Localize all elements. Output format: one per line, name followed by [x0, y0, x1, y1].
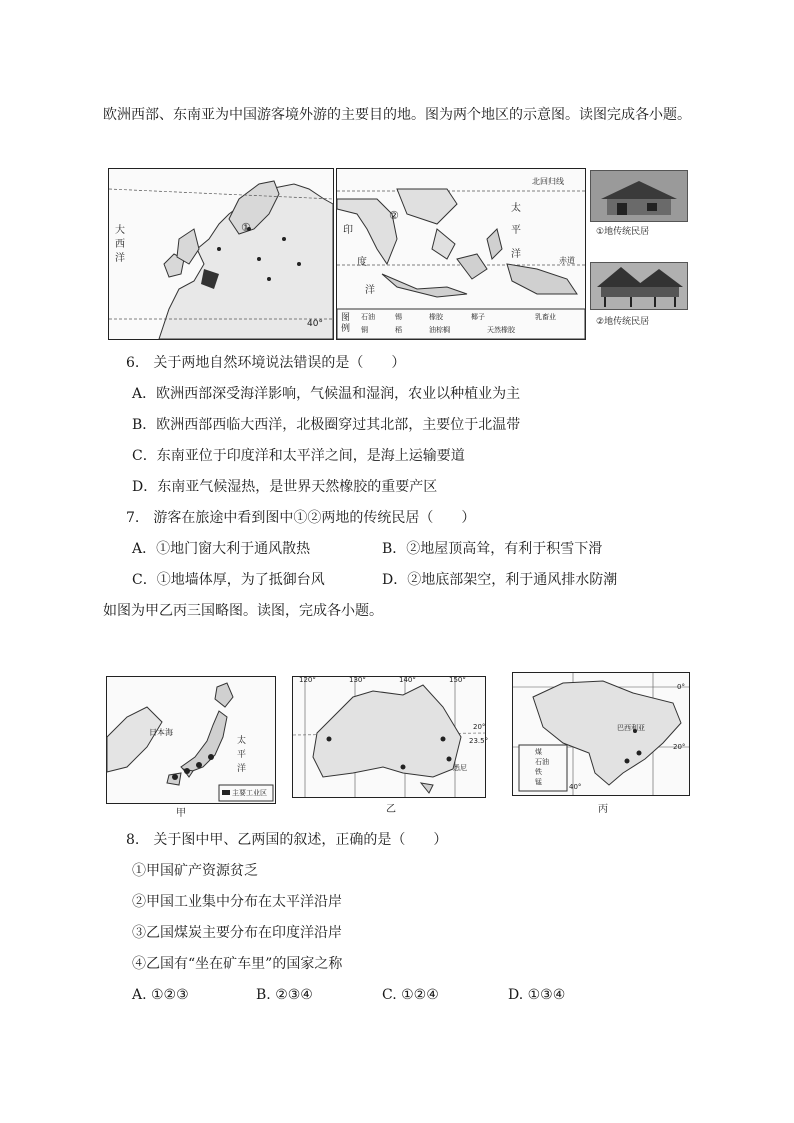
- bing-lat-1: 0°: [677, 683, 685, 691]
- indian-ocean-char-2: 度: [357, 257, 367, 268]
- house-caption-2: ②地传统民居: [596, 317, 650, 327]
- jia-legend-label: 主要工业区: [232, 789, 267, 797]
- yi-lat-1: 20°: [473, 723, 486, 731]
- q6-option-b: B．欧洲西部西临大西洋，北极圈穿过其北部，主要位于北温带: [132, 417, 521, 433]
- q7-option-d: D．②地底部架空，利于通风排水防潮: [382, 572, 618, 588]
- indian-ocean-char-1: 印: [343, 225, 353, 236]
- legend-item-7: 稻: [395, 326, 402, 334]
- legend-item-4: 椰子: [471, 313, 485, 321]
- europe-map: [108, 168, 334, 340]
- q8-option-c: C. ①②④: [382, 987, 439, 1003]
- bing-country-label: 巴西利亚: [617, 724, 645, 732]
- legend-item-9: 天然橡胶: [487, 326, 515, 334]
- jia-label: 甲: [176, 808, 186, 819]
- legend-item-8: 油棕榈: [429, 326, 450, 334]
- q8-option-a: A. ①②③: [132, 987, 189, 1003]
- tropic-label: 北回归线: [532, 177, 564, 186]
- q8-statement-4: ④乙国有“坐在矿车里”的国家之称: [132, 956, 343, 972]
- southeast-asia-map: [336, 168, 586, 340]
- jia-ocean-char-3: 洋: [237, 764, 247, 774]
- sea-marker: ②: [389, 209, 399, 222]
- jia-ocean-char-2: 平: [237, 750, 247, 760]
- australia-map: [292, 676, 489, 798]
- q8-statement-2: ②甲国工业集中分布在太平洋沿岸: [132, 894, 342, 910]
- house-caption-1: ①地传统民居: [596, 227, 650, 237]
- indian-ocean-char-3: 洋: [365, 285, 375, 296]
- legend-item-3: 橡胶: [429, 313, 443, 321]
- q8-stem: 8. 关于图中甲、乙两国的叙述，正确的是（ ）: [126, 832, 448, 848]
- q8-option-b: B. ②③④: [256, 987, 313, 1003]
- q7-option-b: B．②地屋顶高耸，有利于积雪下滑: [382, 541, 603, 557]
- bing-legend-2: 石油: [535, 758, 549, 766]
- q6-stem: 6. 关于两地自然环境说法错误的是（ ）: [126, 355, 406, 371]
- jia-ocean-char-1: 太: [237, 736, 247, 746]
- bing-legend-3: 铁: [535, 768, 542, 776]
- yi-lon-1: 120°: [299, 676, 316, 684]
- house-photo-1: [590, 170, 688, 222]
- pacific-ocean-char-2: 平: [511, 225, 521, 236]
- q7-option-a: A．①地门窗大利于通风散热: [132, 541, 311, 557]
- yi-lon-3: 140°: [399, 676, 416, 684]
- equator-label: 赤道: [559, 256, 575, 265]
- q8-statement-1: ①甲国矿产资源贫乏: [132, 863, 258, 879]
- europe-ocean-char-3: 洋: [115, 253, 125, 264]
- europe-marker: ①: [241, 221, 251, 234]
- yi-lat-2: 23.5°: [469, 737, 489, 745]
- jia-sea-label: 日本海: [149, 728, 173, 737]
- q7-stem: 7. 游客在旅途中看到图中①②两地的传统民居（ ）: [126, 510, 476, 526]
- legend-item-6: 铜: [361, 326, 368, 334]
- yi-lon-4: 150°: [449, 676, 466, 684]
- legend-item-2: 锡: [395, 313, 402, 321]
- q8-statement-3: ③乙国煤炭主要分布在印度洋沿岸: [132, 925, 342, 941]
- legend-item-1: 石油: [361, 313, 375, 321]
- bing-lat-2: 20°: [673, 743, 686, 751]
- europe-ocean-char-2: 西: [115, 239, 125, 250]
- bing-lon: 40°: [569, 783, 582, 791]
- pacific-ocean-char-3: 洋: [511, 249, 521, 260]
- intro-text-2: 如图为甲乙丙三国略图。读图，完成各小题。: [103, 603, 383, 619]
- q6-option-a: A．欧洲西部深受海洋影响，气候温和湿润，农业以种植业为主: [132, 386, 521, 402]
- q8-option-d: D. ①③④: [508, 987, 566, 1003]
- europe-ocean-char-1: 大: [115, 225, 125, 236]
- intro-text-1: 欧洲西部、东南亚为中国游客境外游的主要目的地。图为两个地区的示意图。读图完成各小题。: [103, 107, 691, 123]
- europe-lat-label: 40°: [307, 319, 323, 329]
- bing-legend-4: 锰: [535, 778, 542, 786]
- brazil-map: [512, 672, 690, 796]
- japan-map: [106, 676, 276, 804]
- legend-title: 图例: [341, 313, 351, 334]
- yi-city-label: 悉尼: [453, 764, 467, 772]
- yi-label: 乙: [386, 804, 396, 815]
- q6-option-c: C．东南亚位于印度洋和太平洋之间，是海上运输要道: [132, 448, 465, 464]
- legend-item-5: 乳畜业: [535, 313, 556, 321]
- yi-lon-2: 130°: [349, 676, 366, 684]
- house-photo-2: [590, 262, 688, 310]
- q6-option-d: D．东南亚气候湿热，是世界天然橡胶的重要产区: [132, 479, 438, 495]
- bing-legend-1: 煤: [535, 748, 542, 756]
- pacific-ocean-char-1: 太: [511, 203, 521, 214]
- bing-label: 丙: [598, 804, 608, 815]
- q7-option-c: C．①地墙体厚，为了抵御台风: [132, 572, 325, 588]
